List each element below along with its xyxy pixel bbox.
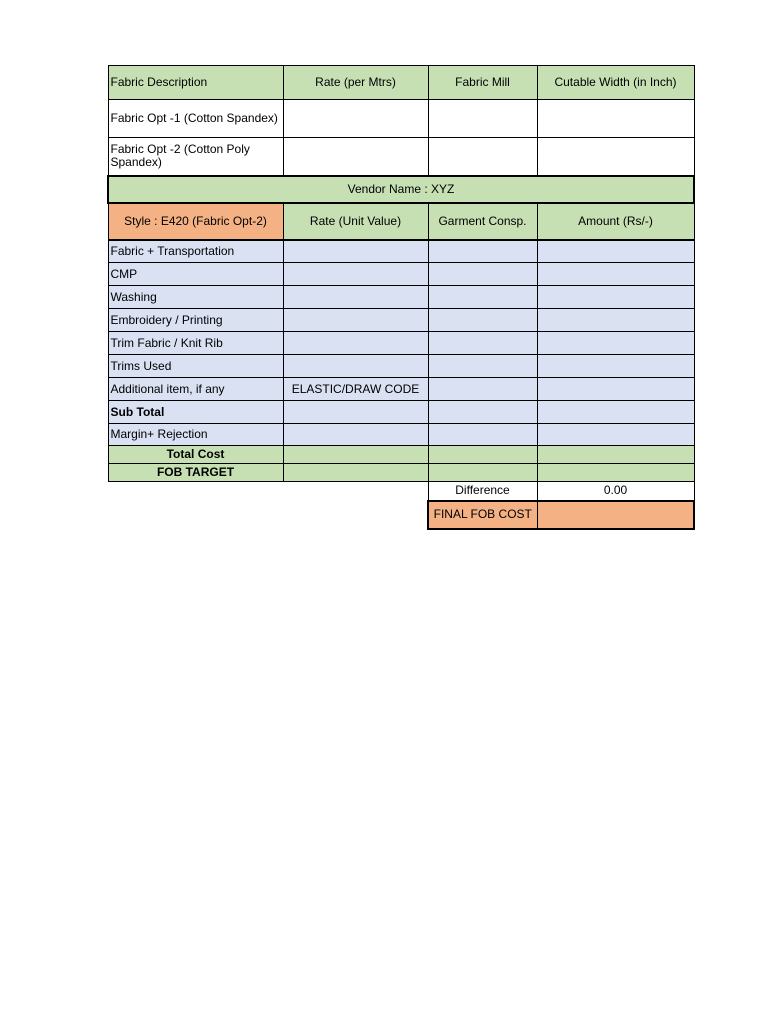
garment-consumption-header[interactable]: Garment Consp. <box>428 203 537 240</box>
cost-row-label[interactable]: Fabric + Transportation <box>108 240 283 263</box>
style-header[interactable]: Style : E420 (Fabric Opt-2) <box>108 203 283 240</box>
cost-row-consumption[interactable] <box>428 355 537 378</box>
difference-label[interactable]: Difference <box>428 482 537 501</box>
empty-cell <box>108 482 283 501</box>
total-cost-consumption[interactable] <box>428 446 537 464</box>
cost-row-rate[interactable]: ELASTIC/DRAW CODE <box>283 378 428 401</box>
final-fob-value[interactable] <box>537 501 694 529</box>
fabric-option-row <box>108 138 694 176</box>
final-fob-label[interactable]: FINAL FOB COST <box>428 501 537 529</box>
fabric-mill-header[interactable]: Fabric Mill <box>428 66 537 100</box>
cost-row-rate[interactable] <box>283 240 428 263</box>
cost-row-rate[interactable] <box>283 355 428 378</box>
fabric-option-row <box>108 100 694 138</box>
fabric-option-width[interactable] <box>537 100 694 138</box>
fob-target-label[interactable]: FOB TARGET <box>108 464 283 482</box>
cost-row-consumption[interactable] <box>428 286 537 309</box>
empty-cell <box>283 501 428 529</box>
cost-row <box>108 286 694 309</box>
cost-row-rate[interactable] <box>283 332 428 355</box>
fabric-option-rate[interactable] <box>283 100 428 138</box>
total-cost-label[interactable]: Total Cost <box>108 446 283 464</box>
cost-row-consumption[interactable] <box>428 332 537 355</box>
cost-row-label[interactable]: Sub Total <box>108 401 283 424</box>
cost-row-label[interactable]: Embroidery / Printing <box>108 309 283 332</box>
fabric-option-rate[interactable] <box>283 138 428 176</box>
cost-row <box>108 378 694 401</box>
cost-row-rate[interactable] <box>283 309 428 332</box>
cost-row-consumption[interactable] <box>428 378 537 401</box>
total-cost-row <box>108 446 694 464</box>
cost-row-consumption[interactable] <box>428 263 537 286</box>
fabric-option-width[interactable] <box>537 138 694 176</box>
cost-row-amount[interactable] <box>537 309 694 332</box>
cost-row-rate[interactable] <box>283 424 428 446</box>
amount-header[interactable]: Amount (Rs/-) <box>537 203 694 240</box>
cost-row-rate[interactable] <box>283 401 428 424</box>
fob-target-consumption[interactable] <box>428 464 537 482</box>
cost-row-label[interactable]: Trim Fabric / Knit Rib <box>108 332 283 355</box>
total-cost-rate[interactable] <box>283 446 428 464</box>
cutable-width-header[interactable]: Cutable Width (in Inch) <box>537 66 694 100</box>
fabric-option-mill[interactable] <box>428 100 537 138</box>
costing-sheet <box>107 65 695 530</box>
cost-row <box>108 240 694 263</box>
empty-cell <box>108 501 283 529</box>
fabric-option-description[interactable]: Fabric Opt -1 (Cotton Spandex) <box>108 100 283 138</box>
fob-target-amount[interactable] <box>537 464 694 482</box>
fabric-description-header[interactable]: Fabric Description <box>108 66 283 100</box>
total-cost-amount[interactable] <box>537 446 694 464</box>
cost-row-amount[interactable] <box>537 401 694 424</box>
cost-row-consumption[interactable] <box>428 424 537 446</box>
fob-target-row <box>108 464 694 482</box>
cost-row-rate[interactable] <box>283 263 428 286</box>
fabric-header-row <box>108 66 694 100</box>
cost-header-row <box>108 203 694 240</box>
cost-row <box>108 263 694 286</box>
cost-row <box>108 424 694 446</box>
cost-row-rate[interactable] <box>283 286 428 309</box>
cost-row-amount[interactable] <box>537 332 694 355</box>
cost-row <box>108 332 694 355</box>
cost-row-label[interactable]: Additional item, if any <box>108 378 283 401</box>
cost-row-amount[interactable] <box>537 240 694 263</box>
difference-value[interactable]: 0.00 <box>537 482 694 501</box>
cost-row <box>108 401 694 424</box>
final-fob-row <box>108 501 694 529</box>
cost-row-amount[interactable] <box>537 263 694 286</box>
cost-row <box>108 309 694 332</box>
fabric-rate-header[interactable]: Rate (per Mtrs) <box>283 66 428 100</box>
cost-row-consumption[interactable] <box>428 401 537 424</box>
cost-row-consumption[interactable] <box>428 240 537 263</box>
cost-row-label[interactable]: Margin+ Rejection <box>108 424 283 446</box>
vendor-name[interactable]: Vendor Name : XYZ <box>108 176 694 203</box>
cost-row-label[interactable]: Washing <box>108 286 283 309</box>
cost-row-label[interactable]: CMP <box>108 263 283 286</box>
fob-target-rate[interactable] <box>283 464 428 482</box>
cost-row-amount[interactable] <box>537 286 694 309</box>
fabric-option-description[interactable]: Fabric Opt -2 (Cotton Poly Spandex) <box>108 138 283 176</box>
cost-row <box>108 355 694 378</box>
cost-row-amount[interactable] <box>537 378 694 401</box>
fabric-option-mill[interactable] <box>428 138 537 176</box>
empty-cell <box>283 482 428 501</box>
difference-row <box>108 482 694 501</box>
vendor-row <box>108 176 694 203</box>
cost-row-amount[interactable] <box>537 355 694 378</box>
cost-row-label[interactable]: Trims Used <box>108 355 283 378</box>
cost-row-amount[interactable] <box>537 424 694 446</box>
cost-row-consumption[interactable] <box>428 309 537 332</box>
unit-rate-header[interactable]: Rate (Unit Value) <box>283 203 428 240</box>
